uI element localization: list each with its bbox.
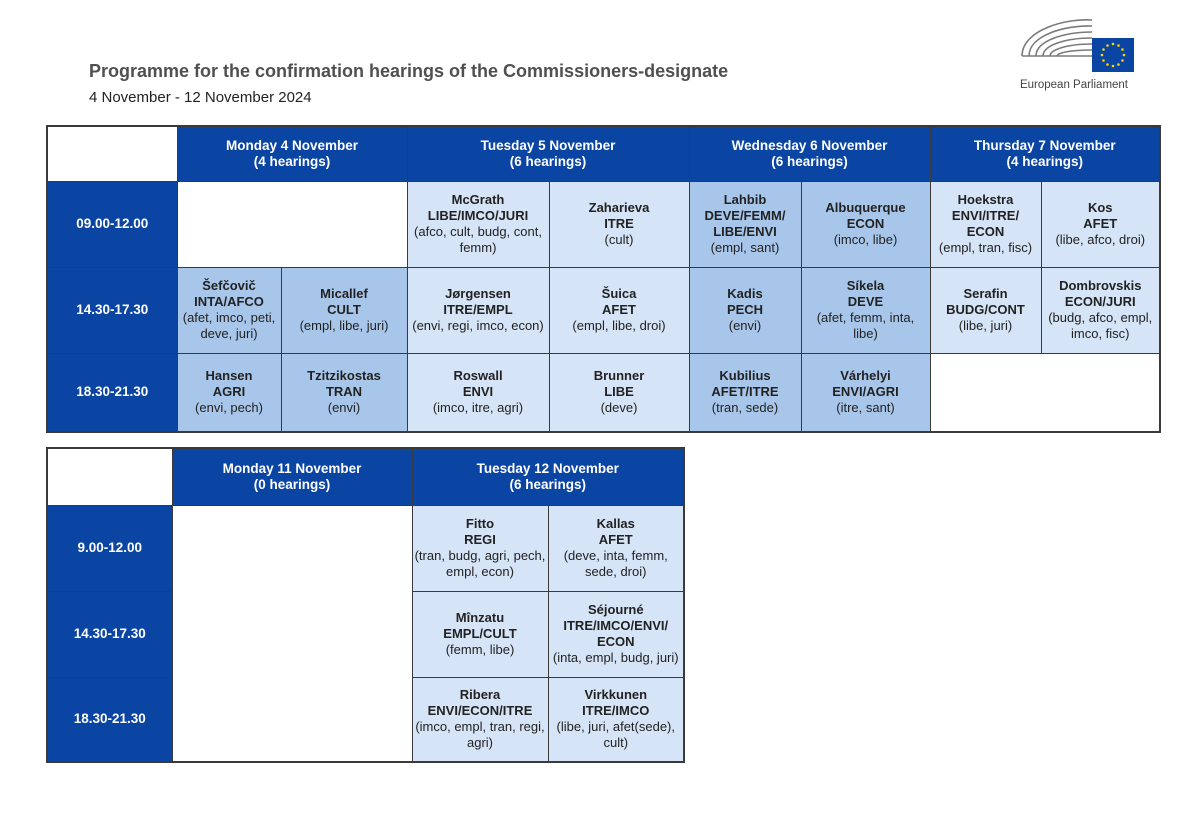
associated-committees: (deve, inta, femm, sede, droi) bbox=[563, 548, 668, 579]
hearing-cell bbox=[412, 677, 548, 762]
commissioner-name: Séjourné bbox=[587, 602, 644, 617]
table-row bbox=[47, 267, 1160, 353]
associated-committees: (imco, libe) bbox=[833, 232, 898, 247]
time-slot: 09.00-12.00 bbox=[47, 181, 177, 267]
commissioner-name: Serafin bbox=[963, 286, 1008, 301]
associated-committees: (libe, afco, droi) bbox=[1055, 232, 1146, 247]
committee: AFET/ITRE bbox=[711, 384, 779, 400]
header-row bbox=[47, 126, 1160, 181]
committee: BUDG/CONT bbox=[946, 302, 1025, 317]
committee: AGRI bbox=[212, 384, 246, 400]
committee: LIBE bbox=[604, 384, 634, 400]
associated-committees: (envi, pech) bbox=[195, 400, 263, 416]
time-slot: 14.30-17.30 bbox=[47, 267, 177, 353]
hearing-count: (6 hearings) bbox=[509, 476, 587, 492]
hearing-count: (0 hearings) bbox=[253, 476, 331, 492]
day-label: Monday 4 November bbox=[225, 137, 359, 153]
empty-slot bbox=[177, 181, 407, 267]
committee: DEVE/FEMM/ LIBE/ENVI bbox=[704, 208, 786, 239]
hearing-cell bbox=[548, 505, 684, 591]
committee: CULT bbox=[327, 302, 361, 317]
commissioner-name: Lahbib bbox=[723, 192, 767, 207]
commissioner-name: Šuica bbox=[601, 286, 637, 301]
hearing-cell bbox=[689, 267, 801, 353]
hearing-cell bbox=[548, 677, 684, 762]
hearing-cell bbox=[412, 591, 548, 677]
hearing-count: (4 hearings) bbox=[1006, 153, 1084, 169]
commissioner-name: McGrath bbox=[451, 192, 505, 207]
associated-committees: (tran, budg, agri, pech, empl, econ) bbox=[414, 548, 546, 579]
commissioner-name: Kallas bbox=[596, 516, 635, 531]
associated-committees: (tran, sede) bbox=[711, 400, 779, 416]
hearing-cell bbox=[281, 353, 407, 432]
associated-committees: (empl, tran, fisc) bbox=[938, 240, 1033, 255]
associated-committees: (itre, sant) bbox=[836, 400, 895, 416]
hearing-cell bbox=[930, 267, 1041, 353]
hearing-count: (6 hearings) bbox=[509, 153, 587, 169]
committee: ECON/JURI bbox=[1064, 294, 1136, 309]
committee: ENVI/ECON/ITRE bbox=[427, 703, 533, 719]
time-slot: 14.30-17.30 bbox=[47, 591, 172, 677]
hearing-cell bbox=[1041, 267, 1160, 353]
time-slot: 18.30-21.30 bbox=[47, 677, 172, 762]
table-row bbox=[47, 353, 1160, 432]
table-row bbox=[47, 181, 1160, 267]
committee: REGI bbox=[464, 532, 496, 547]
hearing-cell bbox=[407, 267, 549, 353]
commissioner-name: Ribera bbox=[459, 687, 501, 703]
associated-committees: (cult) bbox=[604, 232, 634, 247]
page-title: Programme for the confirmation hearings of the Commissioners-designate bbox=[89, 61, 729, 81]
header-row bbox=[47, 448, 684, 505]
commissioner-name: Roswall bbox=[453, 368, 503, 384]
committee: TRAN bbox=[325, 384, 363, 400]
empty-slot bbox=[172, 505, 412, 762]
commissioner-name: Síkela bbox=[846, 278, 885, 293]
commissioner-name: Kubilius bbox=[719, 368, 771, 384]
hearing-cell bbox=[801, 181, 930, 267]
commissioner-name: Dombrovskis bbox=[1059, 278, 1142, 293]
hearing-cell bbox=[407, 181, 549, 267]
commissioner-name: Mînzatu bbox=[455, 610, 505, 625]
associated-committees: (deve) bbox=[600, 400, 638, 416]
commissioner-name: Fitto bbox=[465, 516, 495, 531]
associated-committees: (afco, cult, budg, cont, femm) bbox=[414, 224, 542, 255]
day-label: Wednesday 6 November bbox=[731, 137, 888, 153]
committee: ENVI bbox=[462, 384, 494, 400]
committee: ITRE/IMCO bbox=[582, 703, 650, 719]
day-header bbox=[177, 126, 407, 181]
hearing-cell bbox=[177, 267, 281, 353]
time-slot: 18.30-21.30 bbox=[47, 353, 177, 432]
associated-committees: (empl, libe, droi) bbox=[572, 318, 666, 333]
associated-committees: (empl, sant) bbox=[710, 240, 780, 255]
commissioner-name: Jørgensen bbox=[445, 286, 511, 301]
associated-committees: (libe, juri) bbox=[958, 318, 1013, 333]
committee: AFET bbox=[598, 532, 633, 547]
commissioner-name: Zaharieva bbox=[588, 200, 650, 215]
committee: LIBE/IMCO/JURI bbox=[427, 208, 529, 223]
committee: ECON bbox=[846, 216, 885, 231]
commissioner-name: Hansen bbox=[205, 368, 253, 384]
hearing-cell bbox=[801, 353, 930, 432]
schedule-week-2 bbox=[46, 447, 685, 763]
hearing-cell bbox=[549, 353, 689, 432]
logo-text: European Parliament bbox=[1019, 79, 1129, 91]
commissioner-name: Várhelyi bbox=[840, 368, 891, 384]
hearing-cell bbox=[548, 591, 684, 677]
associated-committees: (afet, imco, peti, deve, juri) bbox=[182, 310, 276, 341]
committee: ITRE/EMPL bbox=[443, 302, 513, 317]
associated-committees: (envi) bbox=[327, 400, 361, 416]
hearing-cell bbox=[177, 353, 281, 432]
associated-committees: (budg, afco, empl, imco, fisc) bbox=[1048, 310, 1153, 341]
commissioner-name: Hoekstra bbox=[957, 192, 1014, 207]
day-label: Monday 11 November bbox=[222, 460, 362, 476]
hearing-cell bbox=[689, 353, 801, 432]
committee: AFET bbox=[1083, 216, 1118, 231]
committee: ITRE bbox=[604, 216, 634, 231]
committee: PECH bbox=[726, 302, 764, 317]
hearing-count: (6 hearings) bbox=[771, 153, 848, 169]
day-label: Tuesday 5 November bbox=[480, 137, 616, 153]
day-header bbox=[407, 126, 689, 181]
commissioner-name: Tzitzikostas bbox=[307, 368, 381, 384]
hearing-cell bbox=[407, 353, 549, 432]
committee: INTA/AFCO bbox=[194, 294, 264, 309]
associated-committees: (imco, itre, agri) bbox=[432, 400, 524, 416]
associated-committees: (femm, libe) bbox=[445, 642, 515, 657]
empty-slot bbox=[930, 353, 1160, 432]
associated-committees: (imco, empl, tran, regi, agri) bbox=[415, 719, 545, 751]
day-header bbox=[930, 126, 1160, 181]
commissioner-name: Brunner bbox=[593, 368, 645, 384]
associated-committees: (envi, regi, imco, econ) bbox=[412, 318, 544, 333]
day-label: Tuesday 12 November bbox=[476, 460, 619, 476]
committee: ITRE/IMCO/ENVI/ ECON bbox=[563, 618, 669, 649]
hearing-cell bbox=[801, 267, 930, 353]
day-header bbox=[412, 448, 684, 505]
time-slot: 9.00-12.00 bbox=[47, 505, 172, 591]
day-header bbox=[689, 126, 930, 181]
associated-committees: (empl, libe, juri) bbox=[299, 318, 389, 333]
hearing-count: (4 hearings) bbox=[253, 153, 331, 169]
date-range: 4 November - 12 November 2024 bbox=[89, 89, 312, 106]
commissioner-name: Kos bbox=[1087, 200, 1113, 215]
hearing-cell bbox=[549, 181, 689, 267]
hearing-cell bbox=[930, 181, 1041, 267]
commissioner-name: Albuquerque bbox=[825, 200, 906, 215]
corner-cell bbox=[47, 126, 177, 181]
committee: AFET bbox=[602, 302, 636, 317]
commissioner-name: Kadis bbox=[727, 286, 763, 301]
hearing-cell bbox=[689, 181, 801, 267]
hearing-cell bbox=[412, 505, 548, 591]
commissioner-name: Micallef bbox=[320, 286, 368, 301]
associated-committees: (libe, juri, afet(sede), cult) bbox=[556, 719, 675, 751]
commissioner-name: Šefčovič bbox=[202, 278, 256, 293]
table-row bbox=[47, 505, 684, 591]
committee: ENVI/ITRE/ ECON bbox=[951, 208, 1020, 239]
associated-committees: (envi) bbox=[728, 318, 762, 333]
committee: ENVI/AGRI bbox=[832, 384, 899, 400]
hearing-cell bbox=[281, 267, 407, 353]
schedule-week-1 bbox=[46, 125, 1161, 433]
day-header bbox=[172, 448, 412, 505]
committee: DEVE bbox=[847, 294, 884, 309]
corner-cell bbox=[47, 448, 172, 505]
hearing-cell bbox=[1041, 181, 1160, 267]
hearing-cell bbox=[549, 267, 689, 353]
committee: EMPL/CULT bbox=[443, 626, 517, 641]
day-label: Thursday 7 November bbox=[973, 137, 1116, 153]
associated-committees: (inta, empl, budg, juri) bbox=[552, 650, 679, 665]
associated-committees: (afet, femm, inta, libe) bbox=[816, 310, 915, 341]
commissioner-name: Virkkunen bbox=[584, 687, 648, 703]
